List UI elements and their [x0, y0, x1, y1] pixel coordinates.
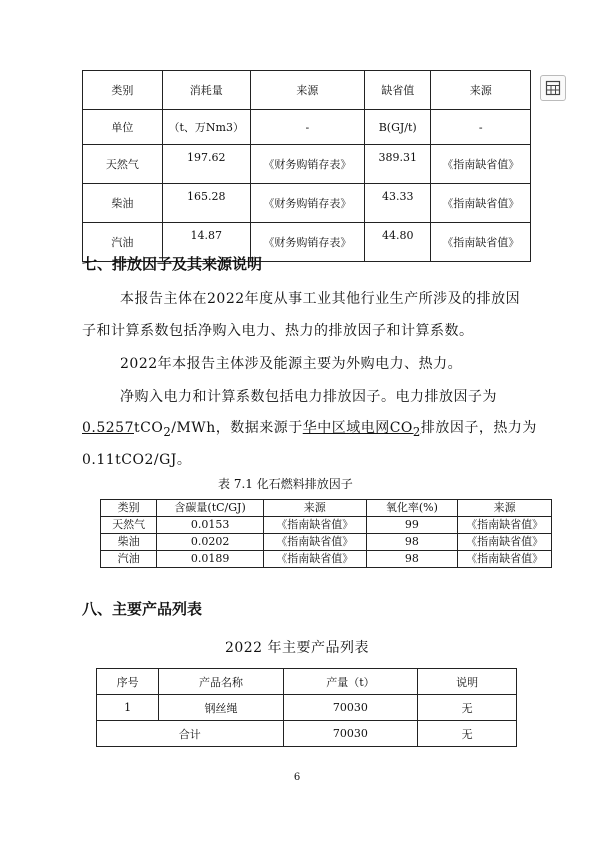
- table-cell: 0.0153: [157, 517, 264, 534]
- header-cell: 来源: [458, 500, 552, 517]
- table-cell: 《指南缺省值》: [458, 534, 552, 551]
- table-cell: 《财务购销存表》: [250, 145, 364, 184]
- table-cell: 0.0202: [157, 534, 264, 551]
- unit-text: tCO: [134, 420, 164, 436]
- header-cell: 说明: [418, 669, 517, 695]
- table-cell: 柴油: [83, 184, 163, 223]
- header-cell: 类别: [101, 500, 157, 517]
- header-cell: 产量（t）: [283, 669, 418, 695]
- table-cell: 《指南缺省值》: [263, 517, 366, 534]
- table-row: [83, 184, 531, 223]
- table-cell: 1: [97, 695, 159, 721]
- electricity-factor-value: 0.5257: [82, 420, 134, 436]
- table-header-row: [83, 71, 531, 110]
- total-label-cell: 合计: [97, 721, 284, 747]
- paragraph-line: 本报告主体在2022年度从事工业其他行业生产所涉及的排放因: [120, 291, 521, 307]
- paragraph-line: 子和计算系数包括净购入电力、热力的排放因子和计算系数。: [82, 323, 474, 339]
- table-cell: 0.0189: [157, 551, 264, 568]
- table-title: 2022 年主要产品列表: [224, 640, 370, 656]
- total-note-cell: 无: [418, 721, 517, 747]
- header-cell: 类别: [83, 71, 163, 110]
- header-cell: 序号: [97, 669, 159, 695]
- page-number: 6: [293, 772, 301, 783]
- text-span: 排放因子，热力为: [420, 420, 537, 436]
- table-cell: 《财务购销存表》: [250, 184, 364, 223]
- header-cell: 来源: [250, 71, 364, 110]
- table-cell: 汽油: [83, 223, 163, 262]
- table-cell: 《财务购销存表》: [250, 223, 364, 262]
- subscript: 2: [163, 424, 172, 439]
- header-cell: 缺省值: [364, 71, 430, 110]
- paragraph-line: 2022年本报告主体涉及能源主要为外购电力、热力。: [120, 356, 463, 372]
- table-cell: -: [250, 110, 364, 145]
- paragraph-line: 净购入电力和计算系数包括电力排放因子。电力排放因子为: [120, 389, 497, 405]
- table-header-row: [97, 669, 517, 695]
- header-cell: 含碳量(tC/GJ): [157, 500, 264, 517]
- table-cell: 《指南缺省值》: [458, 551, 552, 568]
- table-cell: 天然气: [83, 145, 163, 184]
- table-scan-icon[interactable]: [540, 75, 566, 101]
- table-cell: 天然气: [101, 517, 157, 534]
- energy-consumption-table: [82, 70, 531, 262]
- table-scan-glyph: [545, 80, 561, 96]
- table-header-row: [101, 500, 552, 517]
- header-cell: 产品名称: [159, 669, 283, 695]
- table-cell: 165.28: [162, 184, 250, 223]
- table-cell: 单位: [83, 110, 163, 145]
- header-cell: 氧化率(%): [366, 500, 458, 517]
- table-total-row: [97, 721, 517, 747]
- grid-source-name: 华中区域电网CO: [302, 420, 413, 436]
- subscript: 2: [412, 424, 421, 439]
- table-row: [101, 534, 552, 551]
- table-cell: 44.80: [364, 223, 430, 262]
- product-list-table: [96, 668, 517, 747]
- table-cell: 汽油: [101, 551, 157, 568]
- table-row: [83, 110, 531, 145]
- table-row: [101, 551, 552, 568]
- fuel-emission-factor-table: [100, 499, 552, 568]
- table-cell: 《指南缺省值》: [263, 534, 366, 551]
- table-cell: 《指南缺省值》: [431, 223, 531, 262]
- table-caption: 表 7.1 化石燃料排放因子: [218, 477, 353, 491]
- table-cell: 98: [366, 534, 458, 551]
- header-cell: 来源: [263, 500, 366, 517]
- grid-source-text: [302, 420, 421, 439]
- table-cell: 《指南缺省值》: [431, 145, 531, 184]
- table-cell: 14.87: [162, 223, 250, 262]
- total-value-cell: 70030: [283, 721, 418, 747]
- table-cell: 43.33: [364, 184, 430, 223]
- header-cell: 消耗量: [162, 71, 250, 110]
- table-cell: 柴油: [101, 534, 157, 551]
- table-cell: 《指南缺省值》: [263, 551, 366, 568]
- table-row: [83, 145, 531, 184]
- table-row: [101, 517, 552, 534]
- table-cell: -: [431, 110, 531, 145]
- table-cell: 无: [418, 695, 517, 721]
- text-span: /MWh，数据来源于: [171, 420, 303, 436]
- section-heading: 七、排放因子及其来源说明: [82, 255, 263, 273]
- table-cell: 197.62: [162, 145, 250, 184]
- table-cell: 98: [366, 551, 458, 568]
- table-cell: 70030: [283, 695, 418, 721]
- table-row: [97, 695, 517, 721]
- table-cell: 99: [366, 517, 458, 534]
- paragraph-line: [82, 417, 537, 439]
- paragraph-line: 0.11tCO2/GJ。: [82, 452, 192, 468]
- table-cell: 《指南缺省值》: [458, 517, 552, 534]
- table-cell: 389.31: [364, 145, 430, 184]
- table-cell: 《指南缺省值》: [431, 184, 531, 223]
- header-cell: 来源: [431, 71, 531, 110]
- section-heading: 八、主要产品列表: [82, 600, 203, 618]
- table-cell: B(GJ/t): [364, 110, 430, 145]
- table-cell: （t、万Nm3）: [162, 110, 250, 145]
- table-cell: 钢丝绳: [159, 695, 283, 721]
